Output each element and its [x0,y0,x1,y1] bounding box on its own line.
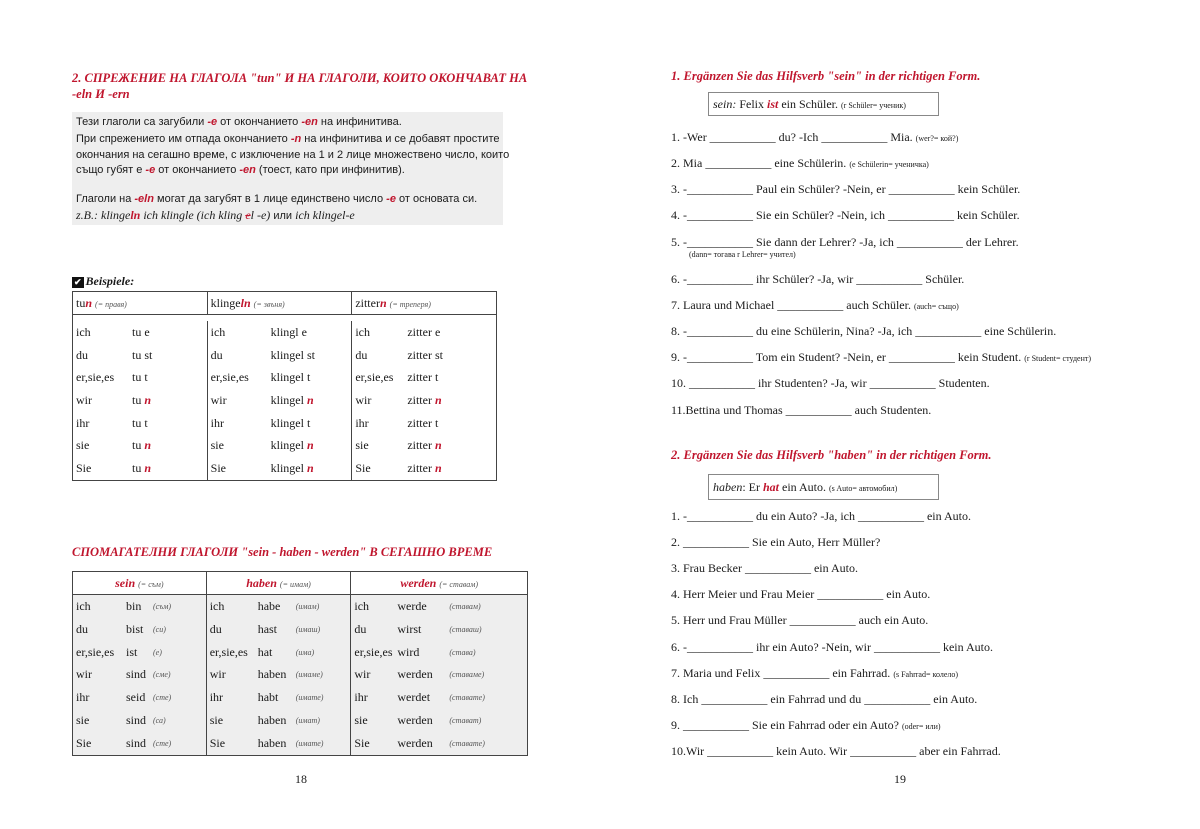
exercise-2-item-10: 10.Wir ___________ kein Auto. Wir ___________ aber ein Fahrrad. [671,744,1001,758]
aux-header-haben: haben (= имам) [206,572,351,595]
table-row: Sie sind (сте) Sie haben (имате) Sie werden (ставате) [73,732,528,755]
aux-header-werden: werden (= ставам) [351,572,528,595]
beispiele-label: ✔ Beispiele: [74,274,135,288]
exercise-1-item-4: 4. -___________ Sie ein Schüler? -Nein, ich ___________ kein Schüler. [671,208,1020,222]
info-line-2: При спрежението им отпада окончанието -n на инфинитива и се добавят простите [76,133,500,145]
table-row: ihr seid (сте) ihr habt (имате) ihr werdet (ставате) [73,686,528,709]
exercise-1-item-9: 9. -___________ Tom ein Student? -Nein, er ___________ kein Student. (r Student= студент) [671,350,1092,364]
exercise-1-item-1: 1. -Wer ___________ du? -Ich ___________ Mia. (wer?= кой?) [671,130,959,144]
table-row: wir tu n wir klingel n wir zitter n [73,389,497,412]
table-row: du tu st du klingel st du zitter st [73,344,497,367]
table-row: ich tu e ich klingl e ich zitter e [73,321,497,344]
table-row: Sie tu n Sie klingel n Sie zitter n [73,457,497,480]
exercise-1-item-11: 11.Bettina und Thomas ___________ auch Studenten. [671,403,932,417]
exercise-2-item-8: 8. Ich ___________ ein Fahrrad und du ___________ ein Auto. [671,692,978,706]
table-row: er,sie,es tu t er,sie,es klingel t er,sie,es zitter t [73,366,497,389]
table-row: ich bin (съм) ich habe (имам) ich werde (ставам) [73,595,528,618]
table-row: ihr tu t ihr klingel t ihr zitter t [73,412,497,435]
exercise-2-example-box: haben: Er hat ein Auto. (s Auto= автомобил) [708,474,939,500]
exercise-2-item-5: 5. Herr und Frau Müller ___________ auch ein Auto. [671,613,929,627]
aux-table-header [73,572,528,595]
exercise-2-item-1: 1. -___________ du ein Auto? -Ja, ich ___________ ein Auto. [671,509,971,523]
page-number-right: 19 [894,772,906,786]
exercise-2-item-7: 7. Maria und Felix ___________ ein Fahrrad. (s Fahrrad= колело) [671,666,959,680]
info-line-6: z.B.: klingeln ich klingle (ich kling el -e) или ich klingel-e [76,208,355,222]
exercise-2-item-4: 4. Herr Meier und Frau Meier ___________ ein Auto. [671,587,931,601]
table-row: sie sind (са) sie haben (имат) sie werden (стават) [73,709,528,732]
section-heading-conjugation-line2: -eln И -ern [72,87,130,101]
verb-header-klingeln: klingeln (= звъня) [207,292,352,315]
exercise-1-item-8: 8. -___________ du eine Schülerin, Nina? -Ja, ich ___________ eine Schülerin. [671,324,1057,338]
info-line-3: окончания на сегашно време, с изключение на 1 и 2 лице множествено число, които [76,149,510,161]
exercise-2-title: 2. Ergänzen Sie das Hilfsverb "haben" in der richtigen Form. [671,448,992,462]
exercise-1-item-6: 6. -___________ ihr Schüler? -Ja, wir ___________ Schüler. [671,272,965,286]
table-row: du bist (си) du hast (имаш) du wirst (ставаш) [73,618,528,641]
verb-table-header [73,292,497,315]
info-line-4: също губят е -e от окончанието -en (тоест, като при инфинитив). [76,164,405,176]
exercise-2-item-9: 9. ___________ Sie ein Fahrrad oder ein Auto? (oder= или) [671,718,941,732]
exercise-1-item-7: 7. Laura und Michael ___________ auch Schüler. (auch= също) [671,298,959,312]
exercise-2-item-3: 3. Frau Becker ___________ ein Auto. [671,561,858,575]
aux-header-sein: sein (= съм) [73,572,207,595]
exercise-1-item-5: 5. -___________ Sie dann der Lehrer? -Ja, ich ___________ der Lehrer. [671,235,1019,249]
table-row: wir sind (сме) wir haben (имаме) wir werden (ставаме) [73,663,528,686]
checkmark-icon: ✔ [74,277,82,287]
verb-header-zittern: zittern (= треперя) [352,292,497,315]
verb-header-tun: tun (= правя) [73,292,208,315]
exercise-2-item-2: 2. ___________ Sie ein Auto, Herr Müller? [671,535,881,549]
exercise-1-item-5-note: (dann= тогава r Lehrer= учител) [689,250,796,259]
exercise-1-item-10: 10. ___________ ihr Studenten? -Ja, wir ___________ Studenten. [671,376,990,390]
info-line-5: Глаголи на -eln могат да загубят в 1 лице единствено число -e от основата си. [76,193,478,205]
table-row: sie tu n sie klingel n sie zitter n [73,434,497,457]
page-number-left: 18 [295,772,307,786]
exercise-1-item-2: 2. Mia ___________ eine Schülerin. (e Schülerin= ученичка) [671,156,929,170]
section-heading-conjugation: 2. СПРЕЖЕНИЕ НА ГЛАГОЛА "tun" И НА ГЛАГОЛИ, КОИТО ОКОНЧАВАТ НА [72,71,528,85]
verb-conjugation-table [72,291,497,481]
exercise-1-title: 1. Ergänzen Sie das Hilfsverb "sein" in der richtigen Form. [671,69,981,83]
aux-verbs-table [72,571,528,756]
exercise-2-item-6: 6. -___________ ihr ein Auto? -Nein, wir ___________ kein Auto. [671,640,993,654]
table-row: er,sie,es ist (е) er,sie,es hat (има) er,sie,es wird (става) [73,641,528,664]
aux-verbs-heading: СПОМАГАТЕЛНИ ГЛАГОЛИ "sein - haben - werden" В СЕГАШНО ВРЕМЕ [72,545,493,559]
exercise-1-item-3: 3. -___________ Paul ein Schüler? -Nein, er ___________ kein Schüler. [671,182,1021,196]
info-line-1: Тези глаголи са загубили -e от окончанието -en на инфинитива. [76,116,402,128]
info-box [72,112,510,225]
exercise-1-example-box: sein: Felix ist ein Schüler. (r Schüler= ученик) [708,92,939,116]
